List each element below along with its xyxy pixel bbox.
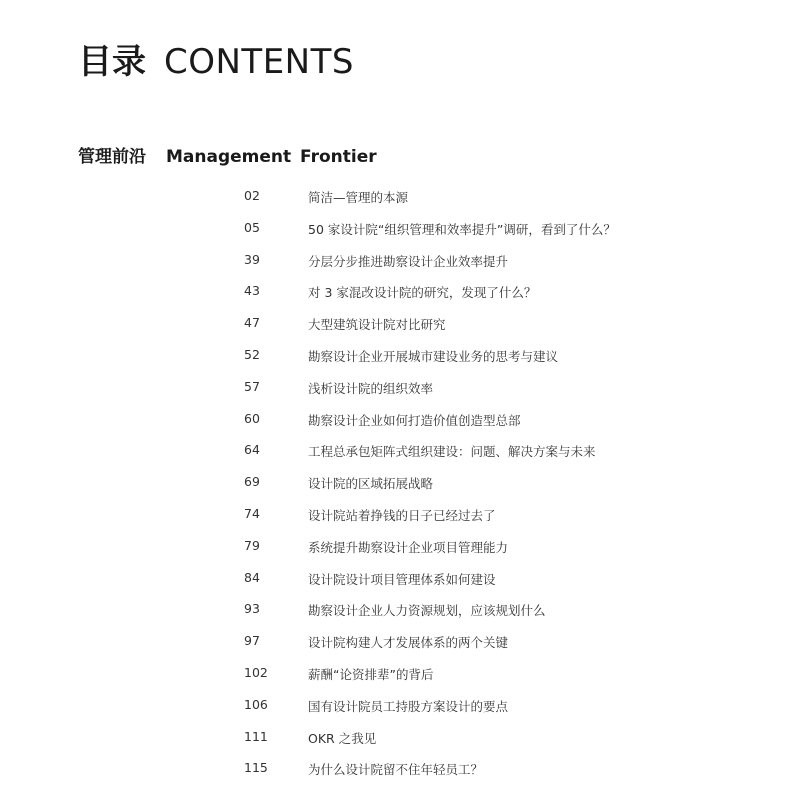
table-of-contents <box>244 188 616 792</box>
toc-entry-title: 分层分步推进勘察设计企业效率提升 <box>308 253 509 269</box>
toc-entry[interactable] <box>244 729 616 761</box>
toc-entry-title: 国有设计院员工持股方案设计的要点 <box>308 698 509 714</box>
toc-entry[interactable] <box>244 538 616 570</box>
toc-entry[interactable] <box>244 252 616 284</box>
toc-entry-title: 勘察设计企业如何打造价值创造型总部 <box>308 412 521 428</box>
toc-entry[interactable] <box>244 315 616 347</box>
toc-entry[interactable] <box>244 411 616 443</box>
toc-page-number: 43 <box>244 283 260 299</box>
toc-page-number: 60 <box>244 410 260 426</box>
toc-entry-title: 系统提升勘察设计企业项目管理能力 <box>308 539 509 555</box>
toc-entry-title: 设计院站着挣钱的日子已经过去了 <box>308 507 496 523</box>
toc-entry-title: 50 家设计院“组织管理和效率提升”调研，看到了什么？ <box>308 221 616 237</box>
toc-entry-title: 设计院设计项目管理体系如何建设 <box>308 571 496 587</box>
toc-page-number: 97 <box>244 633 260 649</box>
toc-page-number: 64 <box>244 442 260 458</box>
toc-entry[interactable] <box>244 347 616 379</box>
toc-entry-title: OKR 之我见 <box>308 730 377 746</box>
toc-page-number: 106 <box>244 696 268 712</box>
toc-page-number: 79 <box>244 537 260 553</box>
toc-page-number: 57 <box>244 378 260 394</box>
toc-page-number: 84 <box>244 569 260 585</box>
toc-page-number: 69 <box>244 474 260 490</box>
page-title <box>78 34 354 83</box>
toc-page-number: 02 <box>244 188 260 203</box>
toc-entry-title: 勘察设计企业人力资源规划，应该规划什么 <box>308 603 546 619</box>
toc-page-number: 39 <box>244 251 260 267</box>
toc-entry-title: 浅析设计院的组织效率 <box>308 380 434 396</box>
section-title-english: Management Frontier <box>166 147 377 167</box>
toc-page-number: 102 <box>244 664 268 680</box>
toc-entry[interactable] <box>244 633 616 665</box>
toc-entry[interactable] <box>244 506 616 538</box>
toc-entry-title: 薪酬“论资排辈”的背后 <box>308 666 434 682</box>
toc-entry[interactable] <box>244 601 616 633</box>
toc-entry[interactable] <box>244 570 616 602</box>
title-chinese: 目录 <box>78 42 146 82</box>
toc-entry[interactable] <box>244 283 616 315</box>
toc-entry[interactable] <box>244 379 616 411</box>
title-english: CONTENTS <box>164 42 354 82</box>
toc-entry-title: 大型建筑设计院对比研究 <box>308 317 446 333</box>
toc-entry[interactable] <box>244 474 616 506</box>
toc-entry[interactable] <box>244 665 616 697</box>
toc-page-number: 111 <box>244 728 268 744</box>
toc-page-number: 52 <box>244 346 260 362</box>
toc-entry-title: 工程总承包矩阵式组织建设：问题、解决方案与未来 <box>308 444 596 460</box>
toc-entry-title: 简洁—管理的本源 <box>308 190 409 205</box>
toc-entry-title: 设计院的区域拓展战略 <box>308 476 434 492</box>
toc-entry[interactable] <box>244 697 616 729</box>
toc-page-number: 05 <box>244 219 260 235</box>
toc-entry[interactable] <box>244 442 616 474</box>
section-title-chinese: 管理前沿 <box>78 147 146 167</box>
toc-entry[interactable] <box>244 188 616 220</box>
toc-entry-title: 设计院构建人才发展体系的两个关键 <box>308 635 509 651</box>
toc-entry-title: 对 3 家混改设计院的研究，发现了什么？ <box>308 285 537 301</box>
toc-entry-title: 为什么设计院留不住年轻员工？ <box>308 762 484 778</box>
toc-entry-title: 勘察设计企业开展城市建设业务的思考与建议 <box>308 348 559 364</box>
toc-page-number: 74 <box>244 505 260 521</box>
section-heading <box>78 142 377 167</box>
toc-page-number: 115 <box>244 760 268 776</box>
toc-page-number: 93 <box>244 601 260 617</box>
toc-page-number: 47 <box>244 315 260 331</box>
toc-entry[interactable] <box>244 220 616 252</box>
toc-entry[interactable] <box>244 760 616 792</box>
